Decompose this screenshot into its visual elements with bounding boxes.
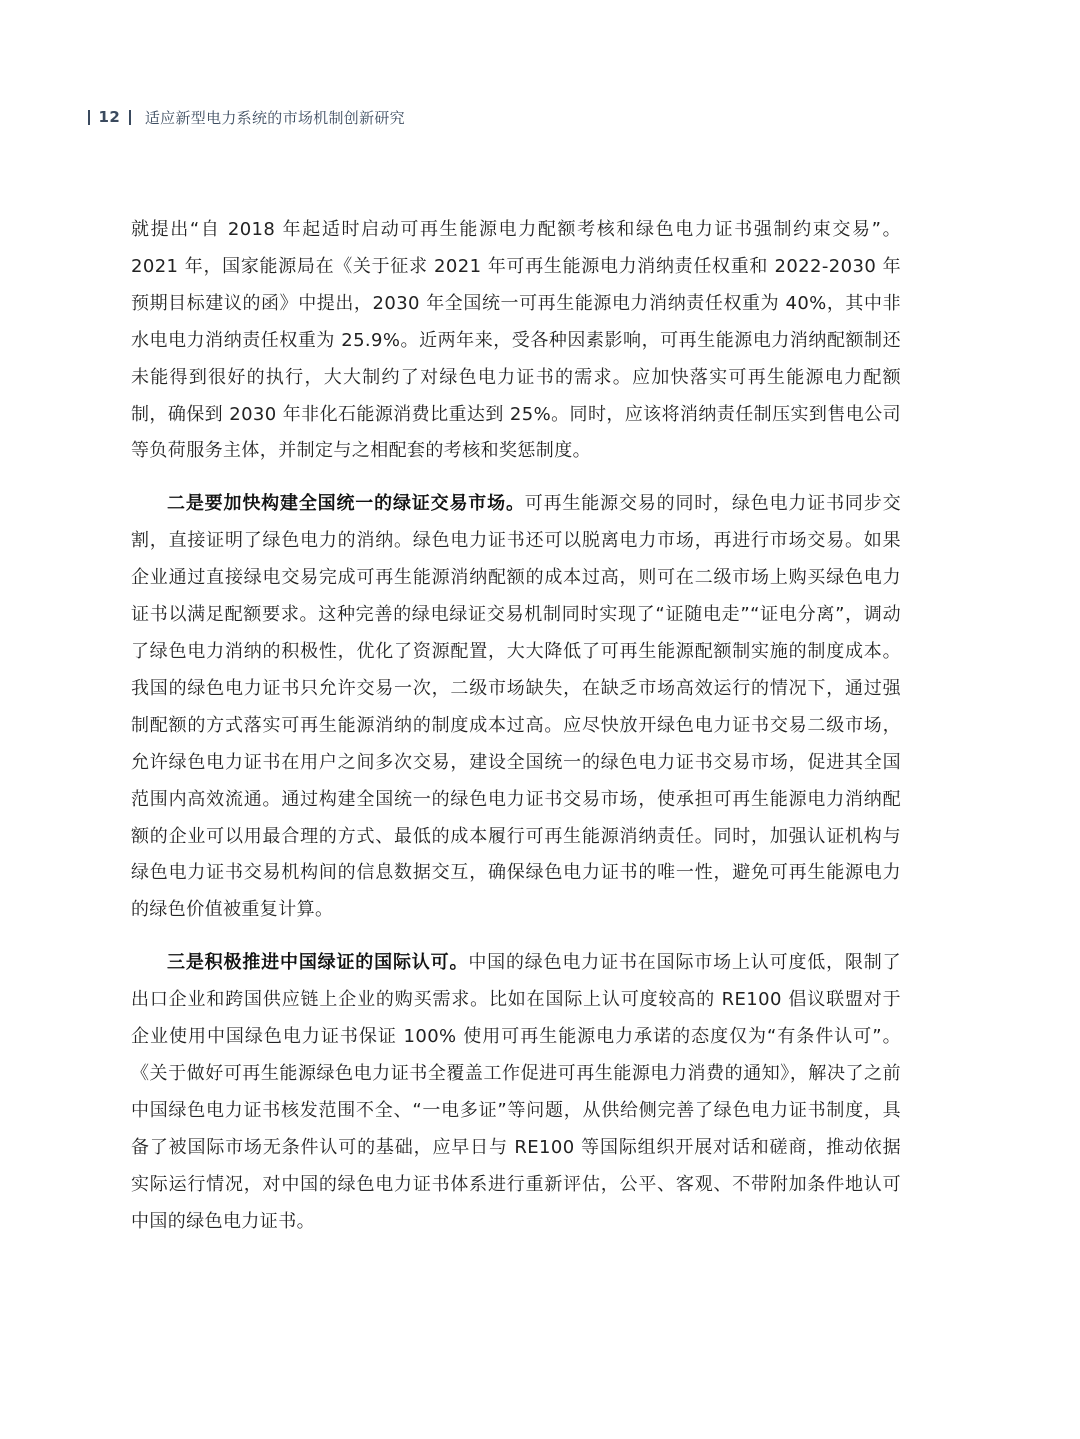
paragraph-continuation xyxy=(131,212,901,470)
paragraph-text: 中国的绿色电力证书在国际市场上认可度低，限制了出口企业和跨国供应链上企业的购买需求。比如在国际上认可度较高的 RE100 倡议联盟对于企业使用中国绿色电力证书保证 100% 使用可再生能源电力承诺的态度仅为“有条件认可”。《关于做好可再生能源绿色电力证书全覆盖工作促进可再生能源电力消费的通知》，解决了之前中国绿色电力证书核发范围不全、“一电多证”等问题，从供给侧完善了绿色电力证书制度，具备了被国际市场无条件认可的基础，应早日与 RE100 等国际组织开展对话和磋商，推动依据实际运行情况，对中国的绿色电力证书体系进行重新评估，公平、客观、不带附加条件地认可中国的绿色电力证书。 xyxy=(131,952,901,1232)
body-text xyxy=(131,212,901,1240)
running-header xyxy=(88,104,405,130)
running-title: 适应新型电力系统的市场机制创新研究 xyxy=(144,108,405,127)
paragraph-text: 可再生能源交易的同时，绿色电力证书同步交割，直接证明了绿色电力的消纳。绿色电力证书还可以脱离电力市场，再进行市场交易。如果企业通过直接绿电交易完成可再生能源消纳配额的成本过高，则可在二级市场上购买绿色电力证书以满足配额要求。这种完善的绿电绿证交易机制同时实现了“证随电走”“证电分离”，调动了绿色电力消纳的积极性，优化了资源配置，大大降低了可再生能源配额制实施的制度成本。我国的绿色电力证书只允许交易一次，二级市场缺失，在缺乏市场高效运行的情况下，通过强制配额的方式落实可再生能源消纳的制度成本过高。应尽快放开绿色电力证书交易二级市场，允许绿色电力证书在用户之间多次交易，建设全国统一的绿色电力证书交易市场，促进其全国范围内高效流通。通过构建全国统一的绿色电力证书交易市场，使承担可再生能源电力消纳配额的企业可以用最合理的方式、最低的成本履行可再生能源消纳责任。同时，加强认证机构与绿色电力证书交易机构间的信息数据交互，确保绿色电力证书的唯一性，避免可再生能源电力的绿色价值被重复计算。 xyxy=(131,493,901,921)
paragraph-international-recognition xyxy=(131,945,901,1240)
header-divider-right xyxy=(129,110,131,125)
paragraph-green-certificate-market xyxy=(131,486,901,929)
page-number: 12 xyxy=(98,108,121,126)
paragraph-lead-heading: 三是积极推进中国绿证的国际认可。 xyxy=(167,952,469,974)
paragraph-lead-heading: 二是要加快构建全国统一的绿证交易市场。 xyxy=(167,493,525,515)
paragraph-text: 就提出“自 2018 年起适时启动可再生能源电力配额考核和绿色电力证书强制约束交易”。2021 年，国家能源局在《关于征求 2021 年可再生能源电力消纳责任权重和 2022-2030 年预期目标建议的函》中提出，2030 年全国统一可再生能源电力消纳责任权重为 40%，其中非水电电力消纳责任权重为 25.9%。近两年来，受各种因素影响，可再生能源电力消纳配额制还未能得到很好的执行，大大制约了对绿色电力证书的需求。应加快落实可再生能源电力配额制，确保到 2030 年非化石能源消费比重达到 25%。同时，应该将消纳责任制压实到售电公司等负荷服务主体，并制定与之相配套的考核和奖惩制度。 xyxy=(131,219,901,462)
header-divider-left xyxy=(88,110,90,125)
